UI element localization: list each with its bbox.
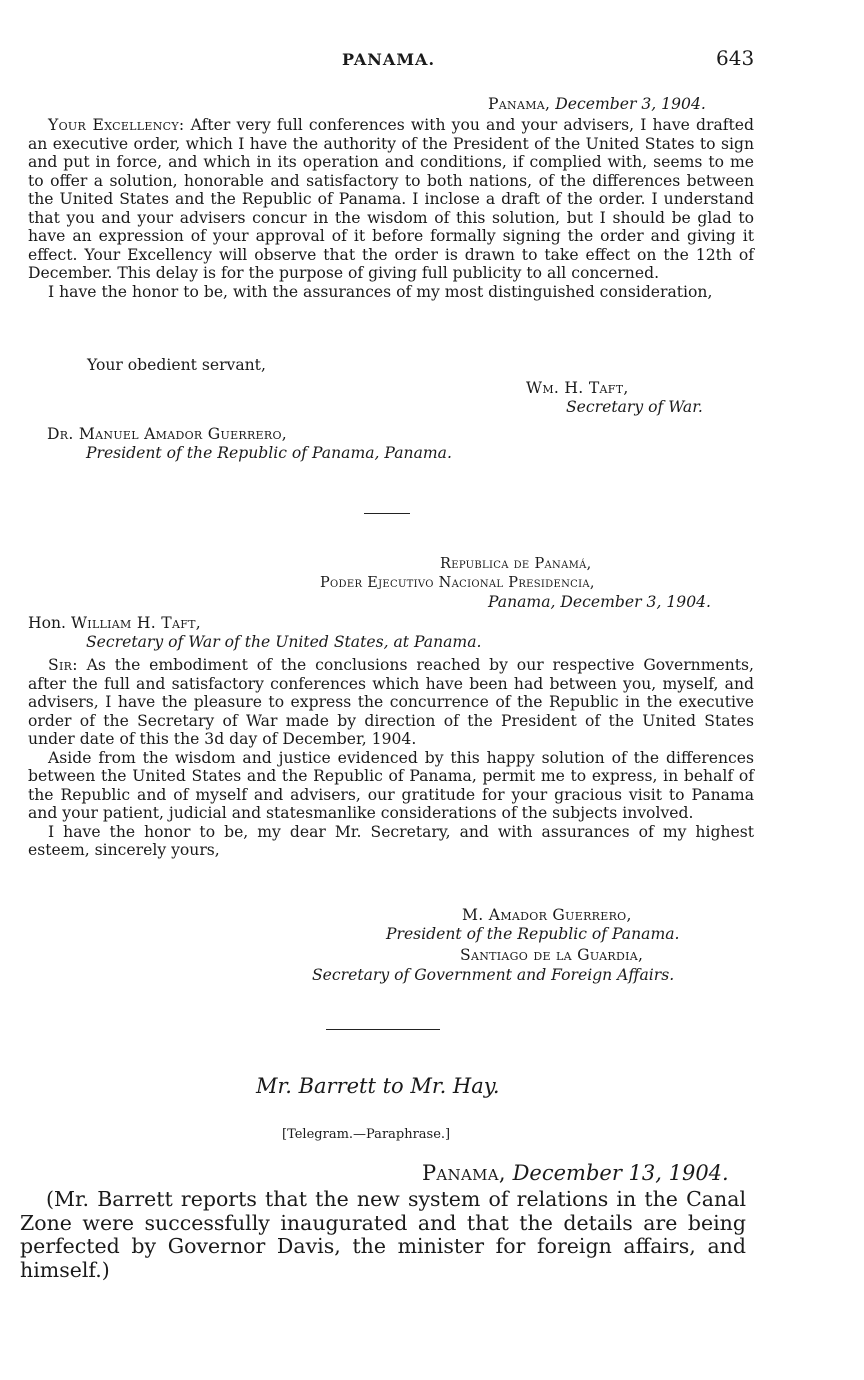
letter1-closing: I have the honor to be, with the assurances of my most distinguished consideration, [48, 282, 713, 301]
running-title: PANAMA. [342, 50, 436, 69]
letter1-body [28, 116, 754, 301]
letter2-addressee-prefix: Hon. [28, 614, 66, 632]
telegram-dateline [422, 1161, 729, 1185]
telegram-date: December 13, 1904. [512, 1161, 729, 1185]
letter1-addressee-title: President of the Republic of Panama, Panama. [86, 444, 452, 462]
letter2-letterhead-line2: Poder Ejecutivo Nacional Presidencia, [320, 575, 595, 591]
section-divider-1 [364, 513, 410, 514]
letter2-signer2-title: Secretary of Government and Foreign Affairs. [312, 966, 675, 984]
letter1-complimentary: Your obedient servant, [87, 356, 266, 374]
letter1-date: December 3, 1904. [555, 95, 706, 113]
telegram-date-place: Panama, [422, 1161, 506, 1185]
letter2-para2: Aside from the wisdom and justice evidenced by this happy solution of the differences between the United States and the Republic of Panama, permit me to express, in behalf of the Republic and of myself and advisers, our gratitude for your gracious visit to Panama and your patient, judicial and statesmanlike considerations of the subjects involved. [28, 748, 754, 822]
letter2-addressee-name: William H. Taft, [70, 614, 202, 632]
letter2-addressee-title: Secretary of War of the United States, at Panama. [86, 633, 482, 651]
letter2-signer2-name: Santiago de la Guardia, [460, 946, 644, 964]
telegram-subheading: [Telegram.—Paraphrase.] [282, 1127, 451, 1142]
telegram-heading: Mr. Barrett to Mr. Hay. [256, 1074, 500, 1098]
telegram-body: (Mr. Barrett reports that the new system of relations in the Canal Zone were successfully inaugurated and that the details are being perfected by Governor Davis, the minister for foreign affairs, and himself.) [20, 1187, 746, 1282]
letter1-dateline [488, 95, 706, 113]
letter2-letterhead-line1: Republica de Panamá, [440, 556, 592, 572]
letter1-signer-title: Secretary of War. [566, 398, 703, 416]
letter1-date-place: Panama, [488, 95, 551, 113]
letter2-para1: As the embodiment of the conclusions reached by our respective Governments, after the full and satisfactory conferences which have been had between you, myself, and advisers, I have the pleasure to express the concurrence of the Republic in the executive order of the Secretary of War made by direction of the President of the United States under date of this the 3d day of December, 1904. [28, 656, 755, 748]
letter2-addressee [28, 614, 201, 632]
letter2-date: Panama, December 3, 1904. [488, 593, 712, 611]
letter1-addressee-name: Dr. Manuel Amador Guerrero, [47, 425, 288, 443]
letter1-body-text: After very full conferences with you and your advisers, I have drafted an executive order, which I have the authority of the President of the United States to sign and put in force, and which in its operation and conditions, if complied with, seems to me to offer a solution, honorable and satisfactory to both nations, of the differences between the United States and the Republic of Panama. I inclose a draft of the order. I understand that you and your advisers concur in the wisdom of this solution, but I should be glad to have an expression of your approval of it before formally signing the order and giving it effect. Your Excellency will observe that the order is drawn to take effect on the 12th of December. This delay is for the purpose of giving full publicity to all concerned. [28, 116, 754, 282]
letter2-body [28, 656, 754, 860]
letter1-signer-name: Wm. H. Taft, [526, 379, 629, 397]
page-number: 643 [716, 46, 755, 70]
letter2-para3: I have the honor to be, my dear Mr. Secretary, and with assurances of my highest esteem, sincerely yours, [28, 822, 754, 859]
letter1-salutation: Your Excellency: [48, 116, 185, 134]
letter2-signer1-name: M. Amador Guerrero, [462, 906, 632, 924]
letter2-signer1-title: President of the Republic of Panama. [386, 925, 680, 943]
letter2-salutation: Sir: [48, 656, 78, 674]
section-divider-2 [326, 1029, 440, 1030]
